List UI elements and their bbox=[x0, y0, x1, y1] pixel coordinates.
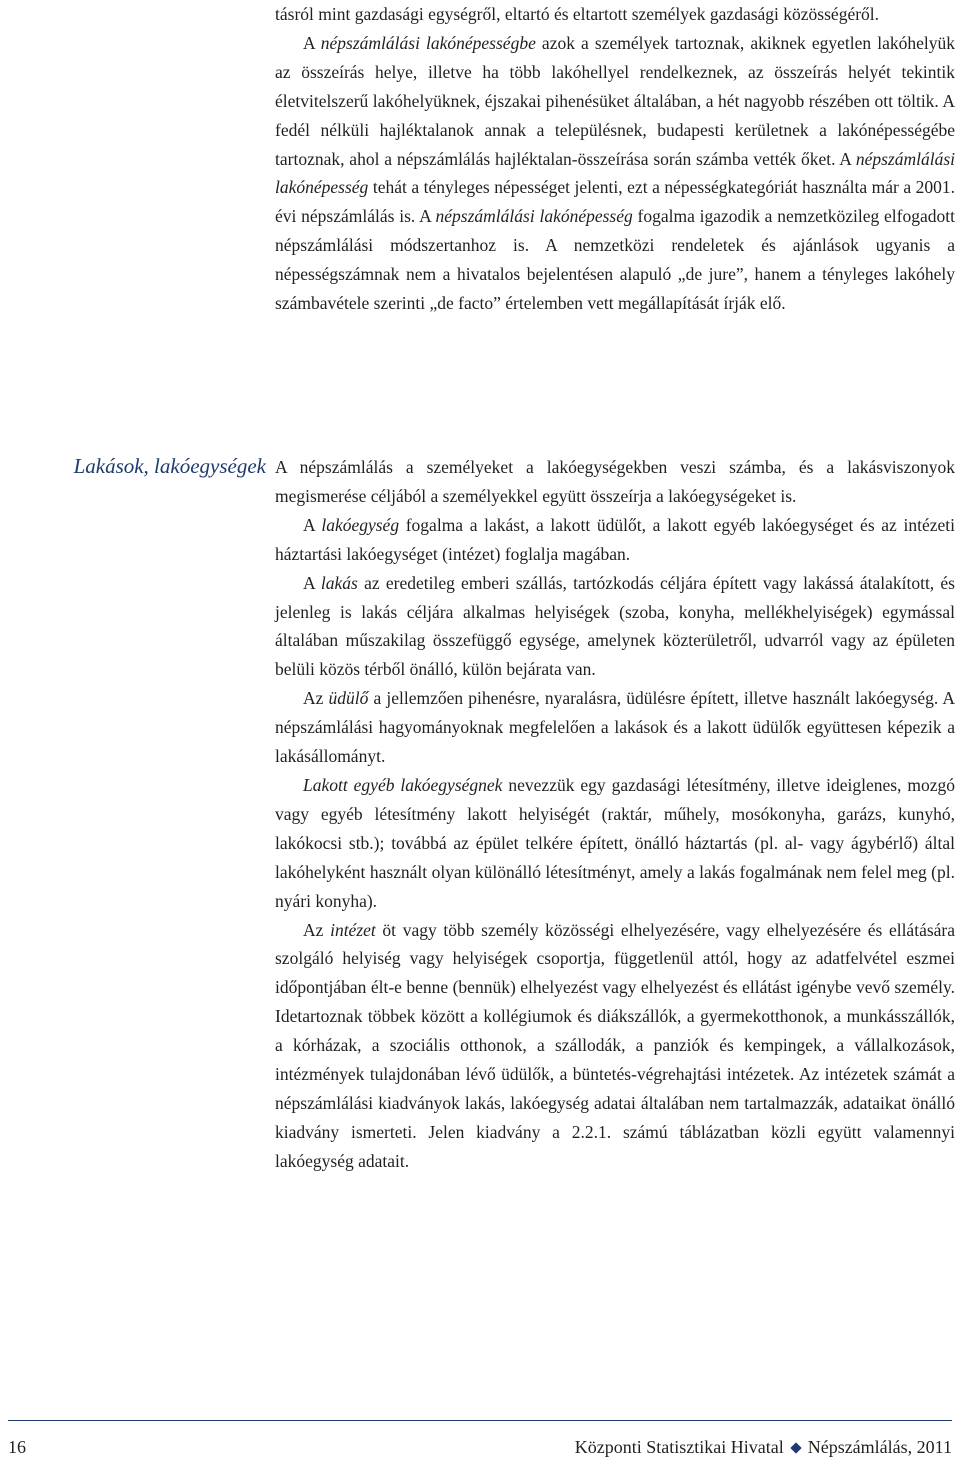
section-text-block bbox=[275, 453, 955, 1176]
text-run: azok a személyek tartoznak, akiknek egyetlen lakóhelyük az összeírás helye, illetve ha több lakóhellyel rendelkeznek, az összeírás helyét tekintik életvitelszerű lakóhelyüknek, éjszakai pihenésüket általában, a hét nagyobb részében ott töltik. A fedél nélküli hajléktalanok annak a településnek, budapesti kerületnek a lakónépességébe tartoznak, ahol a népszámlálás hajléktalan-összeírása során számba vették őket. A bbox=[275, 32, 955, 169]
intezet-paragraph bbox=[275, 916, 955, 1176]
lakas-paragraph bbox=[275, 569, 955, 685]
running-footer bbox=[575, 1437, 952, 1458]
text-run: nevezzük egy gazdasági létesítmény, illetve ideiglenes, mozgó vagy egyéb létesítmény lakott helyiségét (raktár, műhely, mosókonyha, garázs, kunyhó, lakókocsi stb.); továbbá az épület telkére épített, önálló háztartás (pl. al- vagy ágybérlő) által lakóhelyként használt olyan különálló létesítményt, amely a lakás fogalmának nem felel meg (pl. nyári konyha). bbox=[275, 774, 955, 911]
lakoegyseg-paragraph bbox=[275, 511, 955, 569]
text-run: az eredetileg emberi szállás, tartózkodás céljára épített vagy lakássá átalakított, és jelenleg is lakás céljára alkalmas helyiségek (szoba, konyha, mellékhelyiségek) egymással általában műszakilag összefüggő egysége, amelynek közterületről, udvarról vagy az épületen belüli közös térből önálló, külön bejárata van. bbox=[275, 572, 955, 680]
diamond-separator-icon bbox=[790, 1442, 801, 1453]
lakonepesseg-paragraph bbox=[275, 29, 955, 318]
term-lakott-egyeb-lakoegyseg: Lakott egyéb lakóegységnek bbox=[303, 774, 503, 795]
section-heading: Lakások, lakóegységek bbox=[73, 454, 266, 478]
udulo-paragraph bbox=[275, 684, 955, 771]
term-nepszamlalasi-lakonepesseg: népszámlálási lakónépesség bbox=[435, 206, 633, 227]
term-nepszamlalasi-lakonepesseg: népszámlálási lakónépesség bbox=[275, 148, 955, 198]
text-run: A bbox=[303, 514, 322, 535]
text-run: a jellemzően pihenésre, nyaralásra, üdülésre épített, illetve használt lakóegység. A népszámlálási hagyományoknak megfelelően a lakások és a lakott üdülők együttesen képezik a lakásállományt. bbox=[275, 688, 956, 767]
text-run: A bbox=[303, 32, 321, 53]
text-run: tehát a tényleges népességet jelenti, ezt a népességkategóriát használta már a 2001. évi népszámlálás is. A bbox=[275, 177, 955, 227]
lakoegysegek-intro-paragraph: A népszámlálás a személyeket a lakóegységekben veszi számba, és a lakásviszonyok megismerése céljából a személyekkel együtt összeírja a lakóegységeket is. bbox=[275, 457, 955, 506]
term-nepszamlalasi-lakonepessegbe: népszámlálási lakónépességbe bbox=[320, 32, 536, 53]
publication-title: Népszámlálás, 2011 bbox=[807, 1437, 952, 1457]
text-run: Az bbox=[303, 919, 331, 940]
text-run: A bbox=[303, 572, 321, 593]
term-udulo: üdülő bbox=[328, 688, 369, 709]
text-run: fogalma a lakást, a lakott üdülőt, a lakott egyéb lakóegységet és az intézeti háztartási lakóegységet (intézet) foglalja magában. bbox=[275, 514, 955, 564]
text-run: fogalma igazodik a nemzetközileg elfogadott népszámlálási módszertanhoz is. A nemzetközi rendeletek és ajánlások ugyanis a népességszámnak nem a hivatalos bejelentésen alapuló „de jure”, hanem a tényleges lakóhely számbavétele szerinti „de facto” értelemben vett megállapítását írják elő. bbox=[275, 206, 955, 314]
intro-text-block bbox=[275, 0, 955, 318]
term-lakoegyseg: lakóegység bbox=[321, 514, 400, 535]
footer-rule bbox=[8, 1420, 952, 1421]
page-number: 16 bbox=[8, 1437, 26, 1457]
text-run: Az bbox=[303, 688, 329, 709]
term-intezet: intézet bbox=[330, 919, 376, 940]
text-run: öt vagy több személy közösségi elhelyezésére, vagy elhelyezésére és ellátására szolgáló helyiség vagy helyiségek csoportja, függetlenül attól, hogy az adatfelvétel eszmei időpontjában élt-e benne (bennük) elhelyezést vagy elhelyezést és ellátást igénybe vevő személy. Idetartoznak többek között a kollégiumok és diákszállók, a gyermekotthonok, a munkásszállók, a kórházak, a szociális otthonok, a szállodák, a panziók és kempingek, a vállalkozások, intézmények tulajdonában lévő üdülők, a büntetés-végrehajtási intézetek. Az intézetek számát a népszámlálási kiadványok lakás, lakóegység adatai általában nem tartalmazzák, adataikat önálló kiadvány ismerteti. Jelen kiadvány a 2.2.1. számú táblázatban közli együtt valamennyi lakóegység adatait. bbox=[275, 919, 956, 1171]
publisher-name: Központi Statisztikai Hivatal bbox=[574, 1437, 784, 1457]
egyeb-lakoegyseg-paragraph bbox=[275, 771, 955, 916]
carry-over-paragraph: tásról mint gazdasági egységről, eltartó és eltartott személyek gazdasági közösségéről. bbox=[275, 4, 880, 24]
term-lakas: lakás bbox=[320, 572, 358, 593]
